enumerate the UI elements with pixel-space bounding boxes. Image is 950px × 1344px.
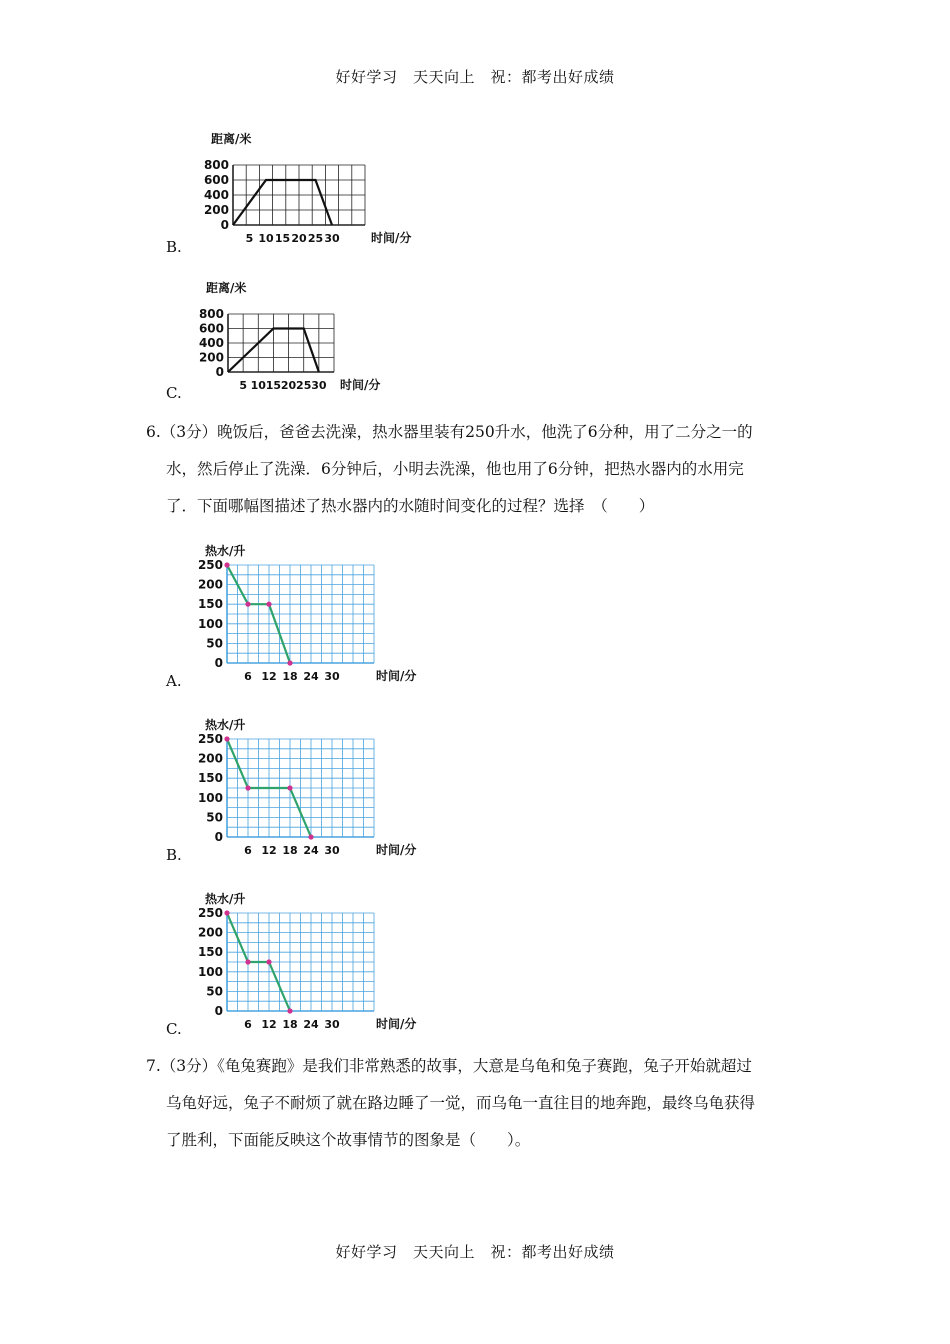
q7-line-3: 了胜利，下面能反映这个故事情节的图象是（ ）。 <box>166 1131 531 1149</box>
q6-option-b-label[interactable]: B. <box>166 846 182 864</box>
y-axis-label: 热水/升 <box>205 892 246 906</box>
question-6 <box>146 414 810 525</box>
x-tick-label: 18 <box>282 670 298 683</box>
y-tick-label: 200 <box>203 203 229 217</box>
x-axis-label: 时间/分 <box>340 378 381 392</box>
y-tick-label: 150 <box>197 945 223 960</box>
y-tick-label: 0 <box>214 830 223 844</box>
y-axis-label: 热水/升 <box>205 544 246 558</box>
q6-option-c-chart <box>195 882 417 1032</box>
y-tick-label: 250 <box>197 558 223 572</box>
y-tick-label: 250 <box>197 906 223 920</box>
x-tick-label: 15 <box>265 379 282 392</box>
data-point <box>287 660 292 665</box>
q7-line-2: 乌龟好远，兔子不耐烦了就在路边睡了一觉，而乌龟一直往目的地奔跑，最终乌龟获得 <box>166 1094 756 1112</box>
q5-option-c-chart <box>195 274 405 396</box>
x-tick-label: 30 <box>324 670 340 683</box>
x-tick-label: 24 <box>303 844 319 857</box>
y-tick-label: 100 <box>197 616 223 631</box>
q6-option-a-chart <box>195 534 417 684</box>
page-footer: 好好学习 天天向上 祝：都考出好成绩 <box>335 1243 615 1261</box>
data-point <box>266 602 271 607</box>
y-tick-label: 200 <box>197 925 223 940</box>
y-tick-label: 600 <box>203 173 229 187</box>
question-7 <box>146 1048 810 1159</box>
q6-score: （3分） <box>160 423 218 441</box>
data-point <box>224 736 229 741</box>
data-point <box>224 910 229 915</box>
series-line <box>233 180 332 225</box>
y-tick-label: 200 <box>197 577 223 592</box>
q6-line-3: 了．下面哪幅图描述了热水器内的水随时间变化的过程？选择 （ ） <box>166 497 655 515</box>
x-tick-label: 6 <box>244 1018 252 1031</box>
x-tick-label: 12 <box>261 670 277 683</box>
y-tick-label: 250 <box>197 732 223 746</box>
q6-option-c-label[interactable]: C. <box>166 1020 182 1038</box>
data-point <box>245 959 250 964</box>
x-axis-label: 时间/分 <box>376 669 417 683</box>
x-axis-label: 时间/分 <box>376 843 417 857</box>
y-tick-label: 400 <box>203 188 229 202</box>
y-tick-label: 0 <box>214 1004 223 1018</box>
q5-option-b-chart <box>195 122 412 250</box>
x-axis-label: 时间/分 <box>376 1017 417 1031</box>
data-point <box>287 785 292 790</box>
y-tick-label: 0 <box>220 218 229 232</box>
page-header: 好好学习 天天向上 祝：都考出好成绩 <box>335 68 615 86</box>
y-tick-label: 800 <box>203 158 229 172</box>
x-tick-label: 20 <box>291 232 307 245</box>
y-tick-label: 0 <box>214 656 223 670</box>
x-axis-label: 时间/分 <box>371 231 412 245</box>
y-tick-label: 150 <box>197 771 223 786</box>
q7-line-1: 《龟兔赛跑》是我们非常熟悉的故事，大意是乌龟和兔子赛跑，兔子开始就超过 <box>217 1057 752 1075</box>
q6-option-b-chart <box>195 708 417 858</box>
y-tick-label: 600 <box>198 321 224 336</box>
y-tick-label: 150 <box>197 597 223 612</box>
x-tick-label: 18 <box>282 1018 298 1031</box>
q7-score: （3分） <box>160 1057 218 1075</box>
q6-line-2: 水，然后停止了洗澡．6分钟后，小明去洗澡，他也用了6分钟，把热水器内的水用完 <box>166 460 744 478</box>
y-axis-label: 热水/升 <box>205 718 246 732</box>
x-tick-label: 30 <box>324 844 340 857</box>
q6-option-a-label[interactable]: A. <box>166 672 182 690</box>
x-tick-label: 10 <box>250 379 266 392</box>
y-tick-label: 50 <box>206 810 223 825</box>
x-tick-label: 18 <box>282 844 298 857</box>
y-tick-label: 100 <box>197 964 223 979</box>
data-point <box>287 1008 292 1013</box>
data-point <box>224 562 229 567</box>
x-tick-label: 5 <box>245 232 254 245</box>
x-tick-label: 15 <box>274 232 291 245</box>
q7-number: 7. <box>146 1057 161 1075</box>
y-tick-label: 200 <box>197 751 223 766</box>
x-tick-label: 24 <box>303 1018 319 1031</box>
q6-line-1: 晚饭后，爸爸去洗澡，热水器里装有250升水，他洗了6分种，用了二分之一的 <box>217 423 753 441</box>
data-point <box>245 602 250 607</box>
data-point <box>308 834 313 839</box>
y-tick-label: 800 <box>198 307 224 321</box>
x-tick-label: 30 <box>311 379 327 392</box>
y-tick-label: 50 <box>206 984 223 999</box>
x-tick-label: 6 <box>244 844 252 857</box>
y-tick-label: 100 <box>197 790 223 805</box>
y-axis-label: 距离/米 <box>206 281 247 295</box>
x-tick-label: 25 <box>296 379 312 392</box>
x-tick-label: 20 <box>280 379 297 392</box>
x-tick-label: 25 <box>307 232 324 245</box>
data-point <box>245 785 250 790</box>
x-tick-label: 12 <box>261 1018 277 1031</box>
x-tick-label: 5 <box>239 379 247 392</box>
x-tick-label: 12 <box>261 844 277 857</box>
q5-option-b-label[interactable]: B. <box>166 238 182 256</box>
x-tick-label: 10 <box>258 232 274 245</box>
y-axis-label: 距离/米 <box>211 132 252 146</box>
y-tick-label: 0 <box>215 365 224 379</box>
q6-number: 6. <box>146 423 161 441</box>
x-tick-label: 30 <box>324 232 340 245</box>
y-tick-label: 50 <box>206 636 223 651</box>
x-tick-label: 6 <box>244 670 252 683</box>
y-tick-label: 400 <box>198 336 224 350</box>
q5-option-c-label[interactable]: C. <box>166 384 182 402</box>
x-tick-label: 24 <box>303 670 319 683</box>
data-point <box>266 959 271 964</box>
y-tick-label: 200 <box>198 350 224 365</box>
x-tick-label: 30 <box>324 1018 340 1031</box>
